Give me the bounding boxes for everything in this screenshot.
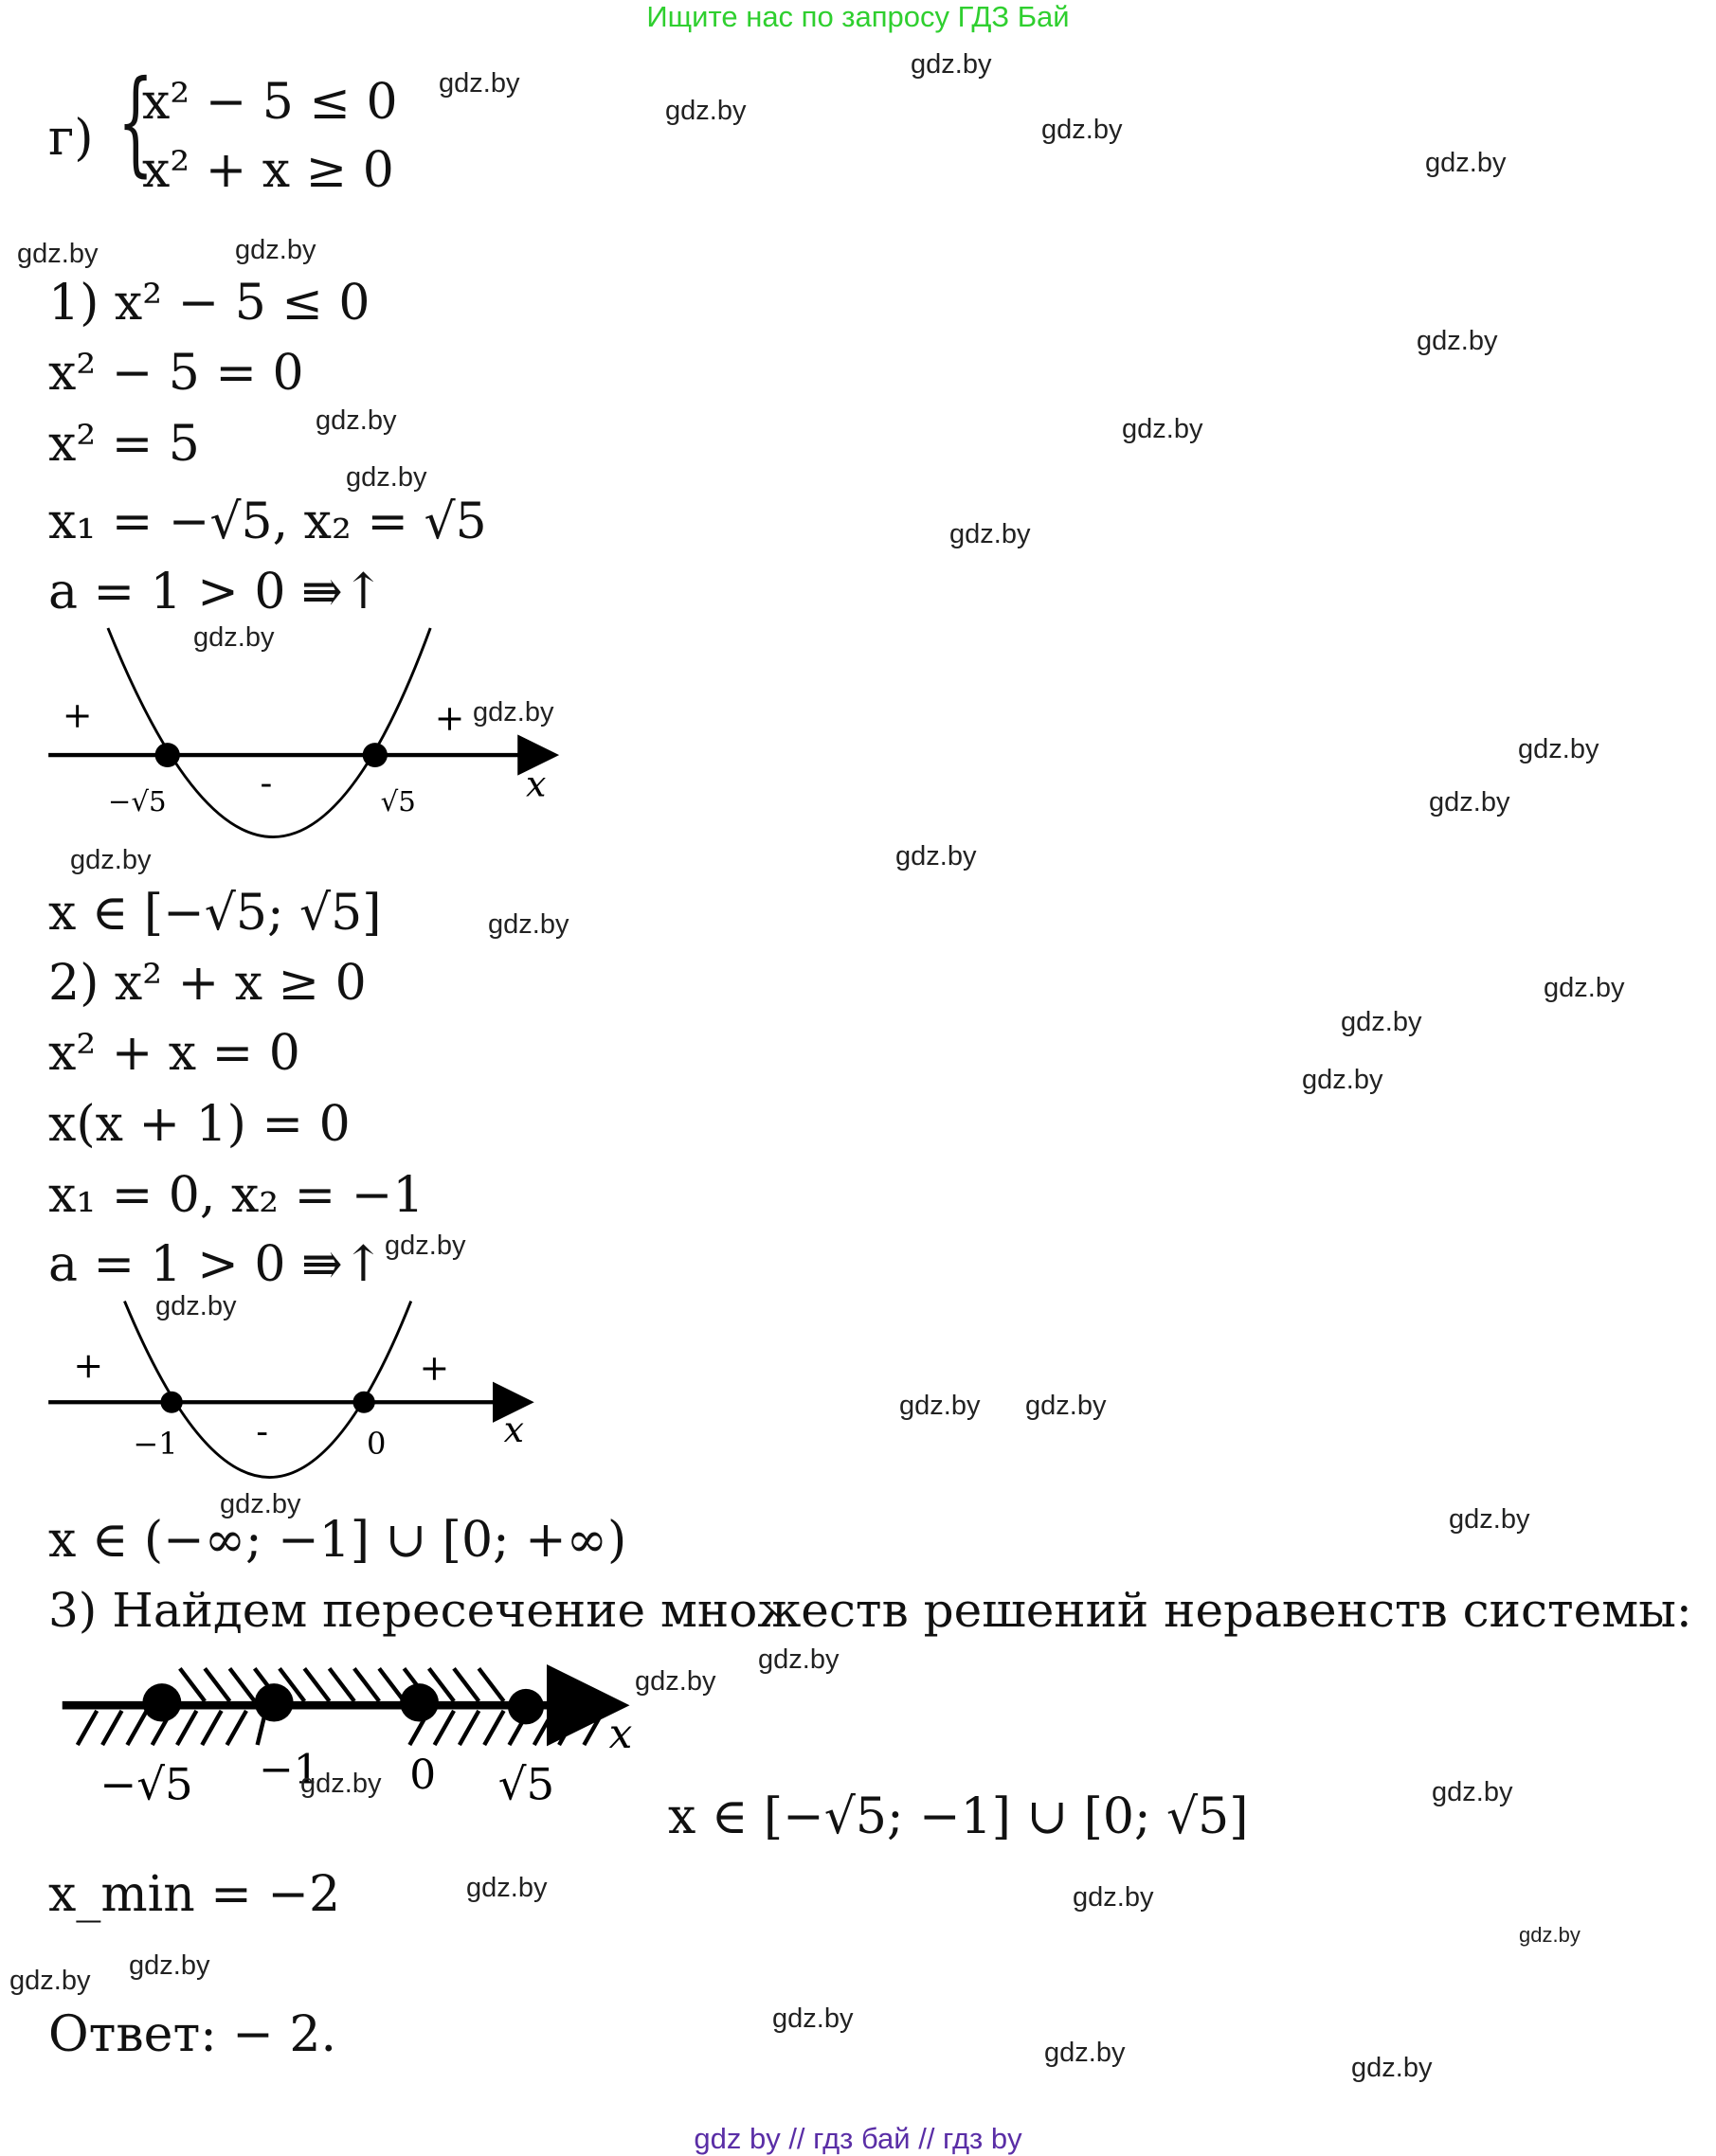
watermark: gdz.by	[1341, 1007, 1422, 1037]
point-label: 0	[409, 1752, 437, 1800]
watermark: gdz.by	[895, 841, 977, 871]
step1-line: a = 1 > 0 ⇛↑	[48, 564, 385, 620]
point-label: −√5	[99, 1758, 193, 1810]
watermark: gdz.by	[70, 845, 152, 875]
watermark: gdz.by	[9, 1966, 91, 1996]
watermark: gdz.by	[1073, 1882, 1154, 1913]
watermark: gdz.by	[1417, 326, 1498, 356]
point	[142, 1683, 181, 1721]
step1-result: x ∈ [−√5; √5]	[48, 885, 382, 942]
watermark: gdz.by	[1518, 734, 1599, 764]
watermark: gdz.by	[1025, 1391, 1107, 1421]
sign-plus: +	[419, 1347, 450, 1390]
watermark: gdz.by	[1044, 2038, 1126, 2068]
step2-line: x₁ = 0, x₂ = −1	[48, 1167, 424, 1224]
root-label: √5	[380, 785, 416, 818]
parabola-graph-1	[48, 628, 554, 837]
watermark: gdz.by	[220, 1489, 301, 1519]
sign-plus: +	[62, 694, 93, 737]
sign-plus: +	[434, 697, 465, 740]
watermark: gdz.by	[488, 909, 569, 940]
xmin-line: x_min = −2	[48, 1866, 341, 1923]
point	[255, 1683, 294, 1721]
system-eq-2: x² + x ≥ 0	[142, 142, 394, 199]
step2-result: x ∈ (−∞; −1] ∪ [0; +∞)	[48, 1512, 627, 1569]
watermark: gdz.by	[346, 462, 427, 493]
watermark: gdz.by	[1425, 148, 1507, 178]
root-label: 0	[367, 1426, 387, 1462]
root-point	[363, 743, 388, 767]
watermark: gdz.by	[17, 239, 99, 269]
watermark: gdz.by	[665, 96, 747, 126]
watermark: gdz.by	[1432, 1777, 1513, 1807]
step1-line: x² = 5	[48, 416, 200, 473]
watermark: gdz.by	[949, 519, 1031, 549]
watermark: gdz.by	[758, 1644, 840, 1675]
axis-label: x	[608, 1711, 633, 1758]
watermark: gdz.by	[1544, 973, 1625, 1003]
answer-line: Ответ: − 2.	[48, 2006, 336, 2063]
watermark: gdz.by	[193, 622, 275, 653]
step2-line: x(x + 1) = 0	[48, 1096, 351, 1153]
watermark: gdz.by	[772, 2003, 854, 2034]
system-eq-1: x² − 5 ≤ 0	[142, 74, 398, 131]
axis-label: x	[503, 1409, 525, 1450]
watermark: gdz.by	[385, 1231, 466, 1261]
watermark: gdz.by	[235, 235, 316, 265]
watermark: gdz.by	[911, 49, 992, 80]
point	[400, 1683, 439, 1721]
root-point	[160, 1392, 182, 1413]
step2-line: a = 1 > 0 ⇛↑	[48, 1236, 385, 1293]
step1-line: x₁ = −√5, x₂ = √5	[48, 494, 487, 550]
watermark: gdz.by	[439, 68, 520, 99]
watermark: gdz.by	[899, 1391, 981, 1421]
step3-result: x ∈ [−√5; −1] ∪ [0; √5]	[668, 1788, 1249, 1845]
watermark: gdz.by	[1122, 414, 1203, 444]
header-banner[interactable]: Ищите нас по запросу ГДЗ Бай	[646, 0, 1070, 33]
sign-minus: -	[260, 762, 273, 803]
axis-label: x	[525, 763, 547, 805]
step2-line: x² + x = 0	[48, 1025, 300, 1082]
root-point	[352, 1392, 374, 1413]
watermark: gdz.by	[129, 1950, 210, 1981]
hatch-top	[180, 1668, 504, 1701]
point-label: √5	[497, 1758, 555, 1810]
watermark: gdz.by	[466, 1873, 548, 1903]
sign-plus: +	[73, 1344, 104, 1387]
watermark: gdz.by	[635, 1666, 716, 1697]
problem-label: г)	[48, 110, 94, 167]
watermark: gdz.by	[1302, 1065, 1383, 1095]
watermark: gdz.by	[155, 1291, 237, 1321]
system-brace: {	[117, 57, 154, 189]
root-label: −1	[133, 1426, 178, 1462]
root-label: −√5	[107, 785, 167, 818]
point-label: −1	[259, 1746, 320, 1794]
watermark: gdz.by	[1429, 787, 1510, 817]
watermark: gdz.by	[316, 405, 397, 436]
watermark: gdz.by	[1041, 115, 1123, 145]
step2-line: 2) x² + x ≥ 0	[48, 955, 367, 1012]
sign-minus: -	[256, 1410, 269, 1452]
step1-line: x² − 5 = 0	[48, 345, 304, 402]
step3-title: 3) Найдем пересечение множеств решений неравенств системы:	[48, 1583, 1692, 1638]
footer-links[interactable]: gdz by // гдз бай // гдз by	[694, 2122, 1022, 2155]
parabola-graph-2	[48, 1302, 526, 1478]
point	[508, 1689, 544, 1724]
watermark: gdz.by	[1519, 1923, 1581, 1947]
watermark: gdz.by	[1449, 1504, 1530, 1535]
watermark: gdz.by	[300, 1769, 382, 1799]
step1-line: 1) x² − 5 ≤ 0	[48, 275, 370, 332]
watermark: gdz.by	[473, 697, 554, 728]
root-point	[155, 743, 180, 767]
watermark: gdz.by	[1351, 2053, 1433, 2083]
